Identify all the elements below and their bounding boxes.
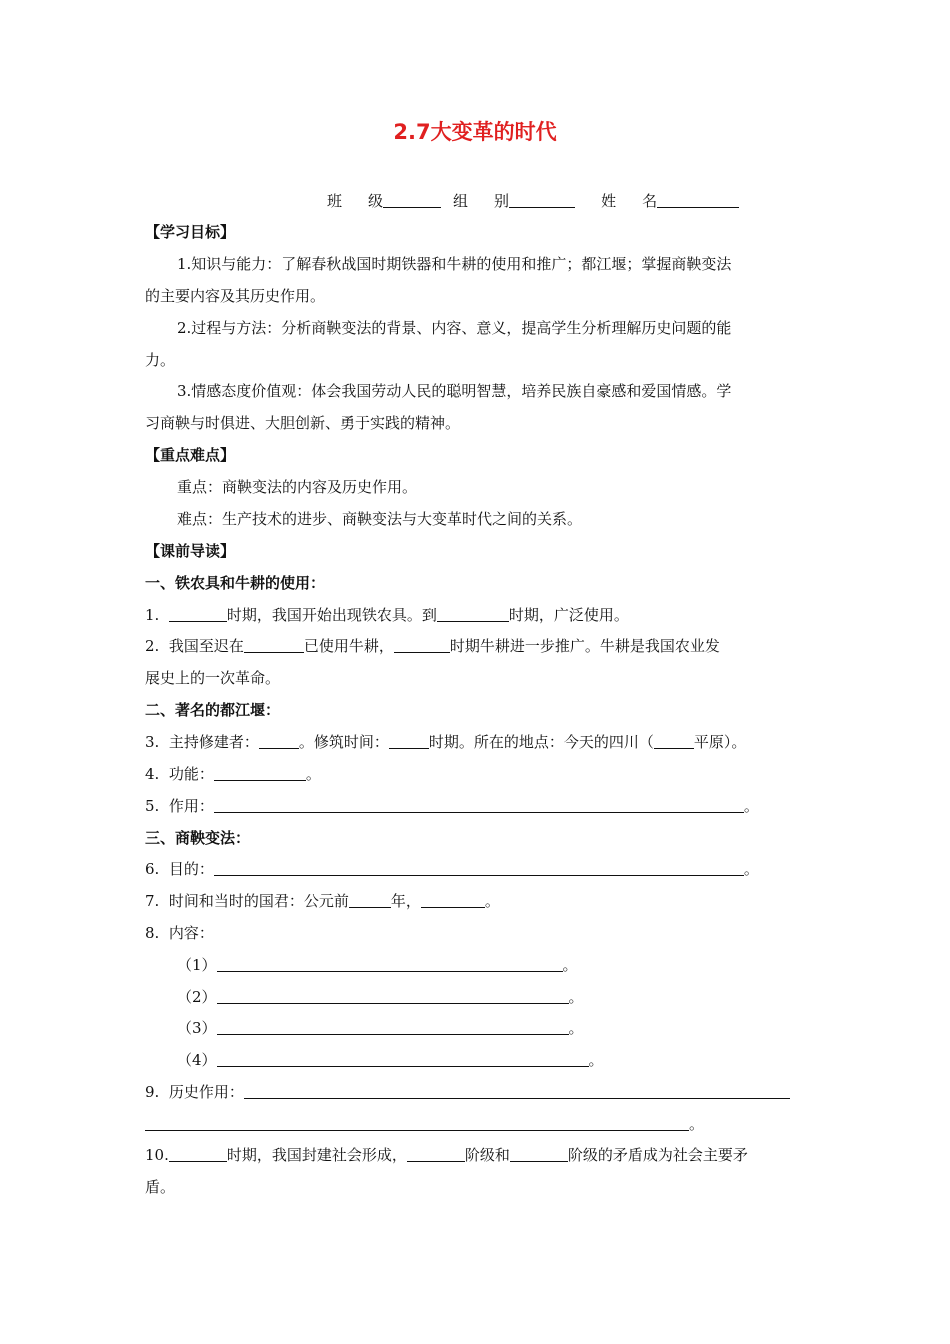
question-1: 1. 时期，我国开始出现铁农具。到 时期，广泛使用。 <box>145 606 629 624</box>
question-3: 3. 主持修建者： 。修筑时间： 时期。所在的地点：今天的四川（ 平原）。 <box>145 733 747 751</box>
key-points-heading: 【重点难点】 <box>145 446 236 464</box>
q1-blank-1[interactable] <box>169 605 227 622</box>
question-6: 6. 目的： 。 <box>145 860 759 878</box>
q10-blank-1[interactable] <box>169 1145 227 1162</box>
part-2-heading: 二、著名的都江堰： <box>145 701 281 719</box>
q3-blank-builder[interactable] <box>259 732 299 749</box>
q6-blank[interactable] <box>214 859 744 876</box>
student-info-row <box>327 191 739 211</box>
class-label-a: 班 <box>327 192 343 210</box>
page-title: 2.7大变革的时代 <box>393 120 557 144</box>
content-item-4: （4） 。 <box>177 1051 604 1069</box>
objective-3-line-1: 3.情感态度价值观：体会我国劳动人民的聪明智慧，培养民族自豪感和爱国情感。学 <box>177 382 732 400</box>
question-2-cont: 展史上的一次革命。 <box>145 669 281 687</box>
q3-blank-plain[interactable] <box>654 732 694 749</box>
question-9-cont: 。 <box>145 1114 704 1134</box>
question-4: 4. 功能： 。 <box>145 765 321 783</box>
question-10-cont: 盾。 <box>145 1178 176 1196</box>
group-label-b: 别 <box>494 192 510 210</box>
content-item-1: （1） 。 <box>177 956 578 974</box>
part-1-heading: 一、铁农具和牛耕的使用： <box>145 574 326 592</box>
name-label-b: 名 <box>642 192 658 210</box>
key-point: 重点：商鞅变法的内容及历史作用。 <box>177 478 418 496</box>
question-7: 7. 时间和当时的国君：公元前 年， 。 <box>145 892 500 910</box>
q10-blank-3[interactable] <box>510 1145 568 1162</box>
class-label-b: 级 <box>368 192 384 210</box>
q5-blank[interactable] <box>214 796 744 813</box>
q9-blank-2[interactable] <box>145 1114 689 1131</box>
objective-3-line-2: 习商鞅与时俱进、大胆创新、勇于实践的精神。 <box>145 414 461 432</box>
q3-blank-time[interactable] <box>389 732 429 749</box>
q7-blank-ruler[interactable] <box>421 891 485 908</box>
q7-blank-year[interactable] <box>349 891 391 908</box>
name-label-a: 姓 <box>601 192 617 210</box>
q8-blank-1[interactable] <box>217 955 563 972</box>
class-blank[interactable] <box>383 191 441 208</box>
q1-blank-2[interactable] <box>437 605 509 622</box>
question-8: 8. 内容： <box>145 924 214 942</box>
group-label-a: 组 <box>453 192 469 210</box>
objective-2-line-1: 2.过程与方法：分析商鞅变法的背景、内容、意义，提高学生分析理解历史问题的能 <box>177 319 732 337</box>
q8-blank-3[interactable] <box>217 1018 569 1035</box>
part-3-heading: 三、商鞅变法： <box>145 829 251 847</box>
preview-heading: 【课前导读】 <box>145 542 236 560</box>
q2-blank-2[interactable] <box>394 636 450 653</box>
q10-blank-2[interactable] <box>407 1145 465 1162</box>
question-9: 9. 历史作用： <box>145 1082 790 1102</box>
q2-blank-1[interactable] <box>244 636 304 653</box>
q4-blank[interactable] <box>214 764 306 781</box>
name-blank[interactable] <box>657 191 739 208</box>
content-item-2: （2） 。 <box>177 988 584 1006</box>
question-2: 2. 我国至迟在 已使用牛耕， 时期牛耕进一步推广。牛耕是我国农业发 <box>145 637 720 655</box>
content-item-3: （3） 。 <box>177 1019 584 1037</box>
objective-2-line-2: 力。 <box>145 351 176 369</box>
q8-blank-4[interactable] <box>217 1050 589 1067</box>
group-blank[interactable] <box>509 191 575 208</box>
objectives-heading: 【学习目标】 <box>145 223 236 241</box>
question-10: 10. 时期，我国封建社会形成， 阶级和 阶级的矛盾成为社会主要矛 <box>145 1146 748 1164</box>
question-5: 5. 作用： 。 <box>145 797 759 815</box>
q9-blank-1[interactable] <box>244 1082 790 1099</box>
objective-1-line-1: 1.知识与能力：了解春秋战国时期铁器和牛耕的使用和推广；都江堰；掌握商鞅变法 <box>177 255 732 273</box>
q8-blank-2[interactable] <box>217 987 569 1004</box>
difficult-point: 难点：生产技术的进步、商鞅变法与大变革时代之间的关系。 <box>177 510 583 528</box>
objective-1-line-2: 的主要内容及其历史作用。 <box>145 287 326 305</box>
